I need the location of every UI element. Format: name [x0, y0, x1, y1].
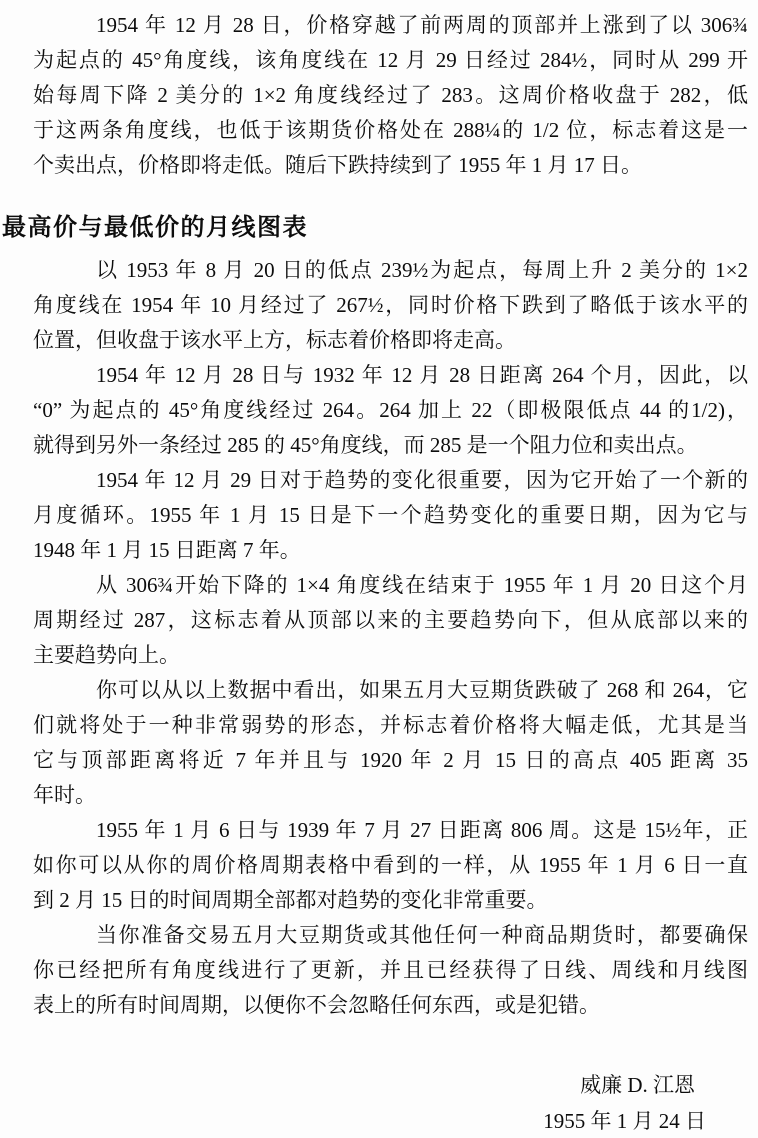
paragraph-line: 位置，但收盘于该水平上方，标志着价格即将走高。	[33, 328, 516, 352]
paragraph-line: 如你可以从你的周价格周期表格中看到的一样，从 1955 年 1 月 6 日一直	[33, 853, 748, 877]
paragraph-line: 到 2 月 15 日的时间周期全部都对趋势的变化非常重要。	[33, 888, 548, 912]
section-heading: 最高价与最低价的月线图表	[2, 214, 308, 241]
paragraph	[33, 813, 748, 918]
paragraph	[33, 918, 748, 1023]
paragraph-line: 它与顶部距离将近 7 年并且与 1920 年 2 月 15 日的高点 405 距离 35	[33, 748, 748, 772]
paragraph-line: 表上的所有时间周期，以便你不会忽略任何东西，或是犯错。	[33, 993, 600, 1017]
paragraph-line: 为起点的 45°角度线，该角度线在 12 月 29 日经过 284½，同时从 299 开	[33, 48, 748, 72]
document-body	[2, 8, 748, 1023]
paragraph	[33, 253, 748, 358]
paragraph	[33, 358, 748, 463]
paragraph-line: 就得到另外一条经过 285 的 45°角度线，而 285 是一个阻力位和卖出点。	[33, 433, 698, 457]
paragraph-line: 你可以从以上数据中看出，如果五月大豆期货跌破了 268 和 264，它	[96, 678, 748, 702]
paragraph-line: 当你准备交易五月大豆期货或其他任何一种商品期货时，都要确保	[96, 923, 748, 947]
paragraph-line: 角度线在 1954 年 10 月经过了 267½，同时价格下跌到了略低于该水平的	[33, 293, 748, 317]
paragraph-line: 个卖出点，价格即将走低。随后下跌持续到了 1955 年 1 月 17 日。	[33, 153, 642, 177]
paragraph-line: 年时。	[33, 783, 96, 807]
paragraph-line: 1954 年 12 月 29 日对于趋势的变化很重要，因为它开始了一个新的	[96, 468, 748, 492]
paragraph-line: “0” 为起点的 45°角度线经过 264。264 加上 22（即极限低点 44 的1/2)，	[33, 398, 748, 422]
paragraph-line: 以 1953 年 8 月 20 日的低点 239½为起点，每周上升 2 美分的 1×2	[96, 258, 748, 282]
paragraph-line: 们就将处于一种非常弱势的形态，并标志着价格将大幅走低，尤其是当	[33, 713, 748, 737]
paragraph-line: 周期经过 287，这标志着从顶部以来的主要趋势向下，但从底部以来的	[33, 608, 748, 632]
paragraph-line: 主要趋势向上。	[33, 643, 180, 667]
paragraph-line: 1948 年 1 月 15 日距离 7 年。	[33, 538, 301, 562]
document-date: 1955 年 1 月 24 日	[543, 1109, 706, 1133]
author-signature: 威廉 D. 江恩	[580, 1073, 695, 1097]
paragraph-line: 月度循环。1955 年 1 月 15 日是下一个趋势变化的重要日期，因为它与	[33, 503, 748, 527]
paragraph-line: 1954 年 12 月 28 日与 1932 年 12 月 28 日距离 264 个月，因此，以	[96, 363, 748, 387]
paragraph-line: 你已经把所有角度线进行了更新，并且已经获得了日线、周线和月线图	[33, 958, 748, 982]
paragraph-line: 1954 年 12 月 28 日，价格穿越了前两周的顶部并上涨到了以 306¾	[96, 13, 748, 37]
paragraph-line: 于这两条角度线，也低于该期货价格处在 288¼的 1/2 位，标志着这是一	[33, 118, 748, 142]
paragraph-line: 1955 年 1 月 6 日与 1939 年 7 月 27 日距离 806 周。这是 15½年，正	[96, 818, 748, 842]
paragraph	[33, 673, 748, 813]
paragraph-line: 从 306¾开始下降的 1×4 角度线在结束于 1955 年 1 月 20 日这个月	[96, 573, 748, 597]
paragraph-line: 始每周下降 2 美分的 1×2 角度线经过了 283。这周价格收盘于 282，低	[33, 83, 748, 107]
paragraph	[33, 8, 748, 183]
paragraph	[33, 463, 748, 568]
paragraph	[33, 568, 748, 673]
